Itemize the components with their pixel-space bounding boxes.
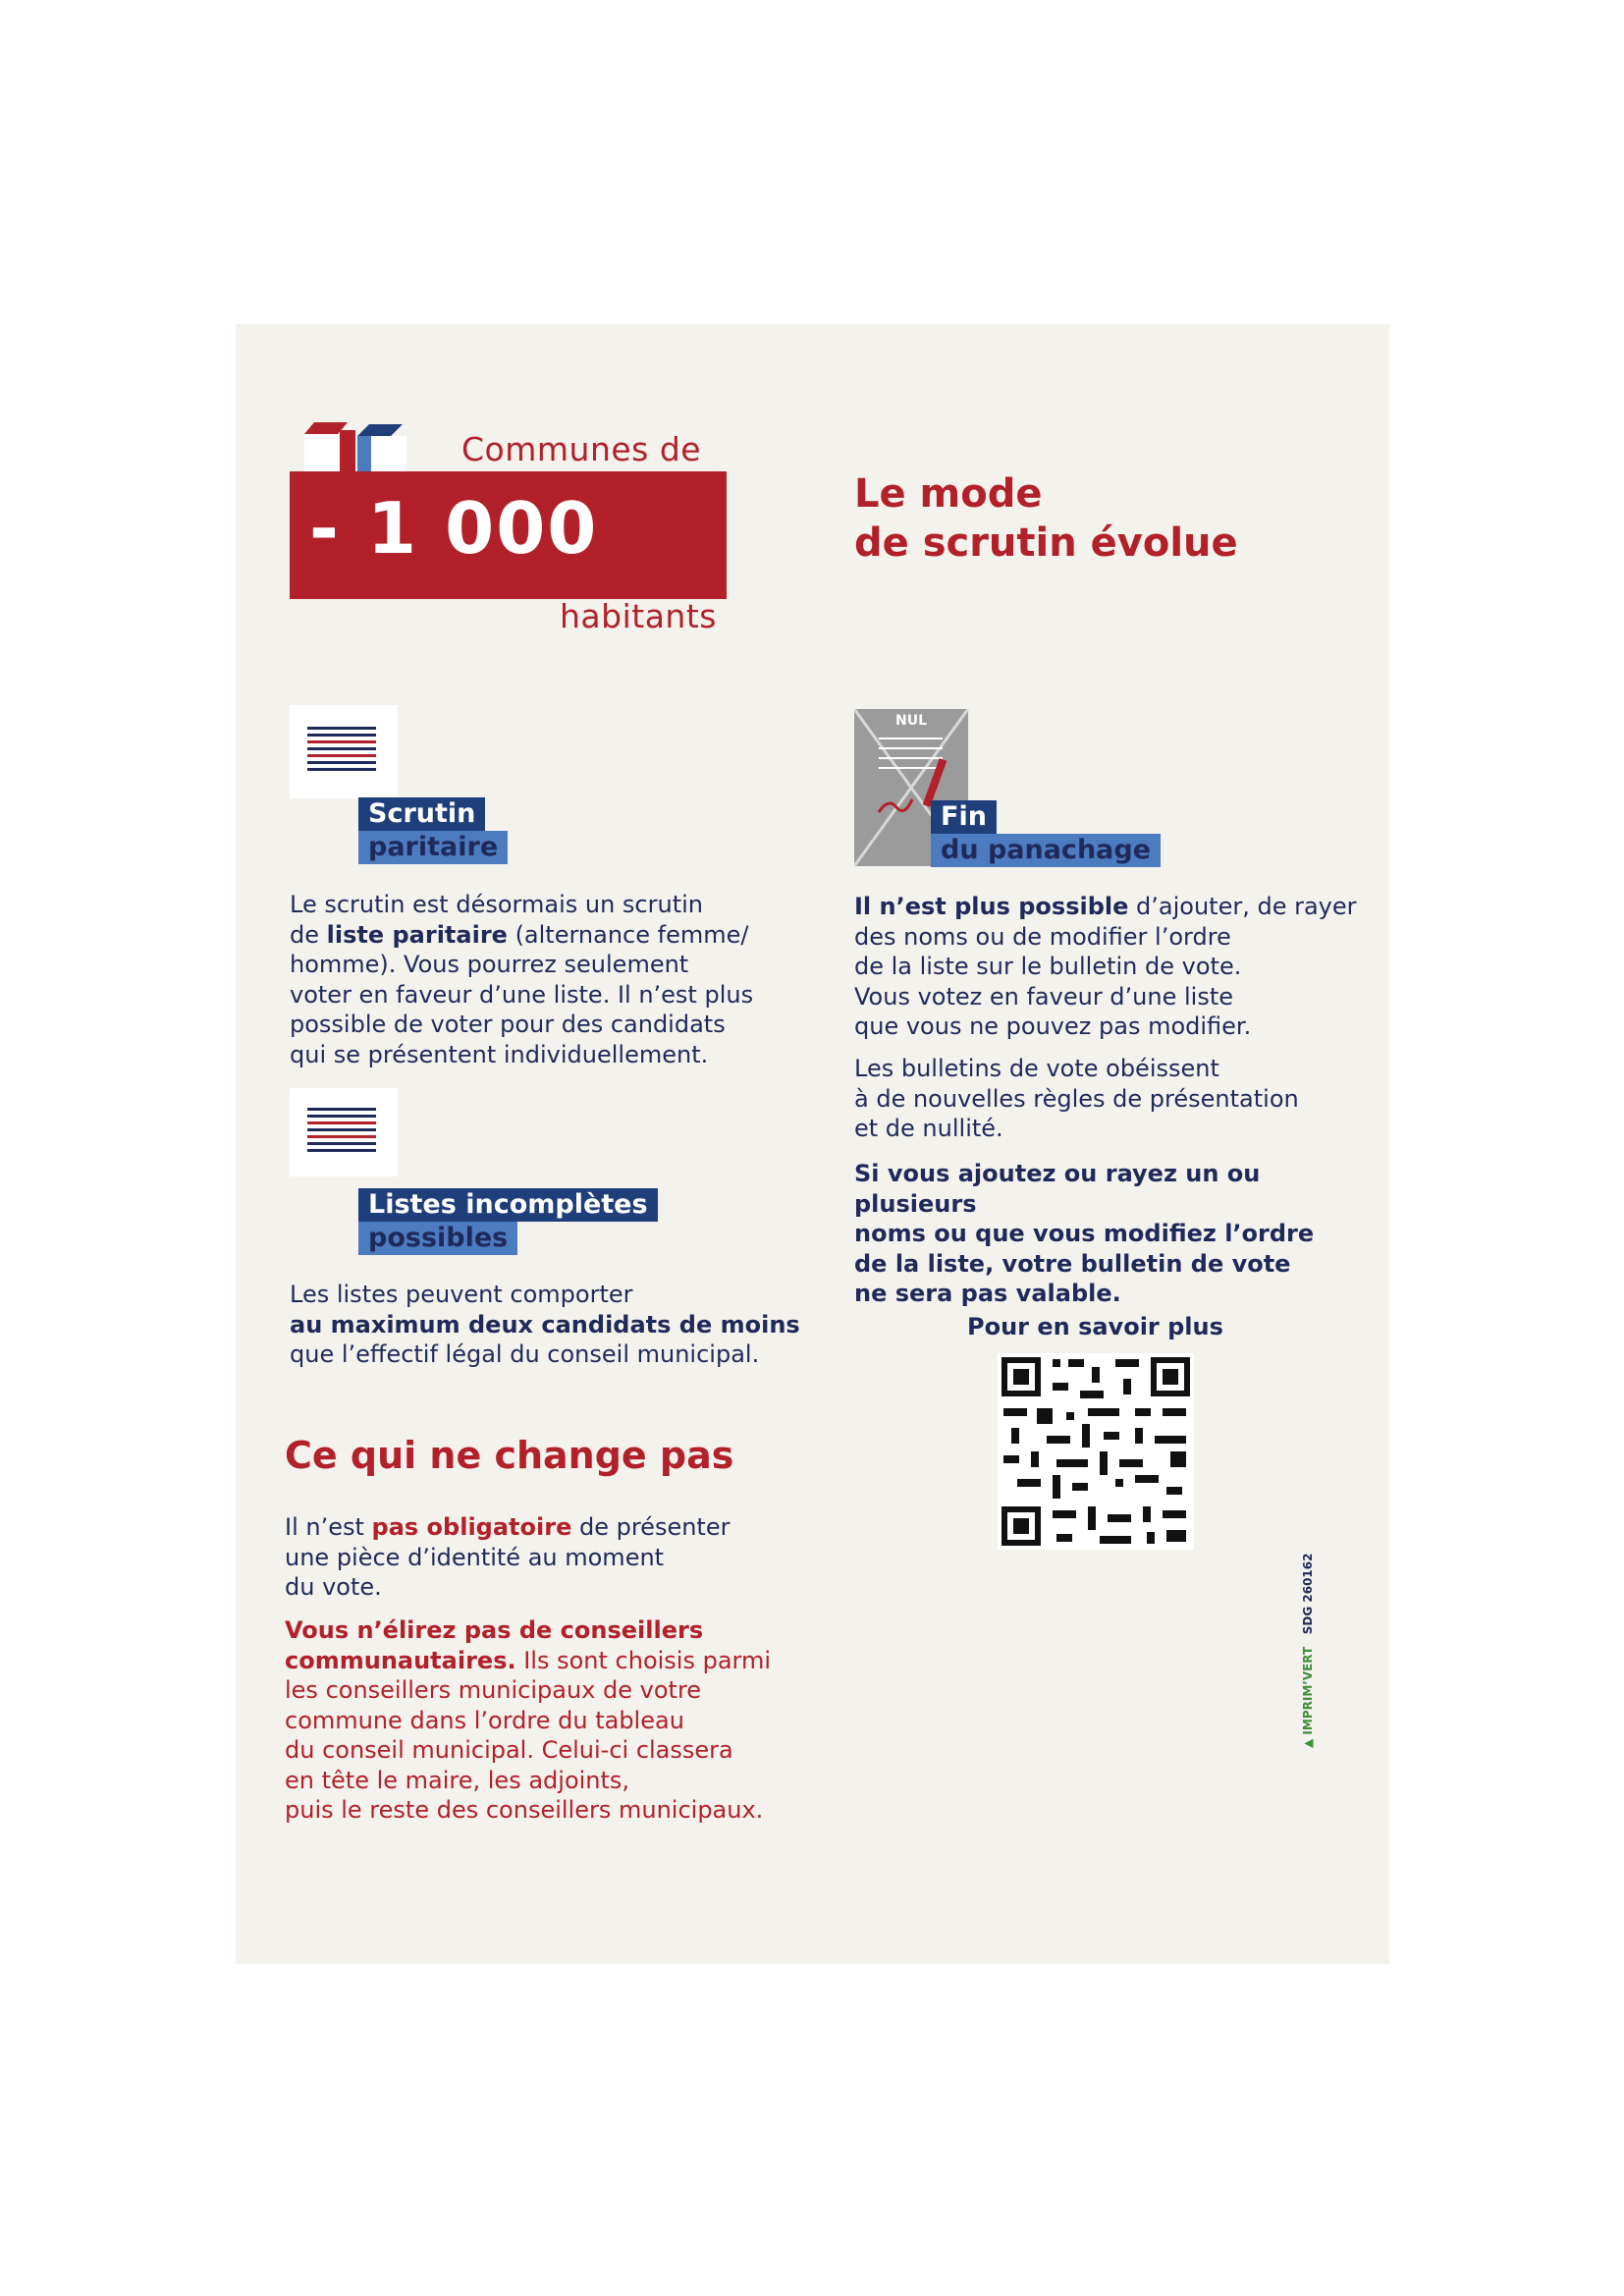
unchanged-paragraph-2: Vous n’élirez pas de conseillers communautaires. Ils sont choisis parmi les conseillers municipaux de votre commune dans l’ordre du tableau du conseil municipal. Celui-ci classera en tête le maire, les adjoints, puis le reste des conseillers municipaux. bbox=[285, 1616, 772, 1824]
tag-fin-panachage: Fin du panachage bbox=[931, 800, 1161, 867]
scrutin-paragraph: Le scrutin est désormais un scrutin de liste paritaire (alternance femme/ homme). Vous pourrez seulement voter en faveur d’une liste. Il n’est plus possible de voter pour des candidats qui se présentent individuellement. bbox=[290, 891, 754, 1068]
logo-title: Communes de bbox=[461, 430, 702, 468]
flyer-page bbox=[236, 324, 1389, 1964]
list-icon bbox=[290, 705, 398, 798]
learn-more-label: Pour en savoir plus bbox=[967, 1313, 1223, 1340]
panachage-paragraph-1: Il n’est plus possible d’ajouter, de rayer des noms ou de modifier l’ordre de la liste sur le bulletin de vote. Vous votez en faveur d’une liste que vous ne pouvez pas modifier. bbox=[854, 893, 1357, 1040]
panachage-paragraph-3: Si vous ajoutez ou rayez un ou plusieurs noms ou que vous modifiez l’ordre de la liste, votre bulletin de vote ne sera pas valable. bbox=[854, 1160, 1315, 1307]
panachage-paragraph-2: Les bulletins de vote obéissent à de nouvelles règles de présentation et de nullité. bbox=[854, 1055, 1299, 1142]
listes-paragraph: Les listes peuvent comporter au maximum deux candidats de moins que l’effectif légal du conseil municipal. bbox=[290, 1281, 800, 1368]
tag-scrutin-paritaire: Scrutin paritaire bbox=[358, 797, 508, 864]
unchanged-paragraph-1: Il n’est pas obligatoire de présenter une pièce d’identité au moment du vote. bbox=[285, 1513, 731, 1601]
logo-subtitle: habitants bbox=[560, 597, 717, 635]
logo-number: - 1 000 bbox=[309, 487, 599, 570]
tag-listes-incompletes: Listes incomplètes possibles bbox=[358, 1188, 658, 1255]
qr-code[interactable] bbox=[998, 1353, 1194, 1550]
leaf-icon: ▲ bbox=[1301, 1738, 1315, 1748]
svg-text:NUL: NUL bbox=[895, 713, 928, 729]
section-title-unchanged: Ce qui ne change pas bbox=[285, 1434, 734, 1477]
print-mark: ▲ IMPRIM’VERT SDG 260162 bbox=[1301, 1553, 1315, 1748]
page-heading: Le mode de scrutin évolue bbox=[854, 471, 1238, 566]
list-icon bbox=[290, 1088, 398, 1176]
